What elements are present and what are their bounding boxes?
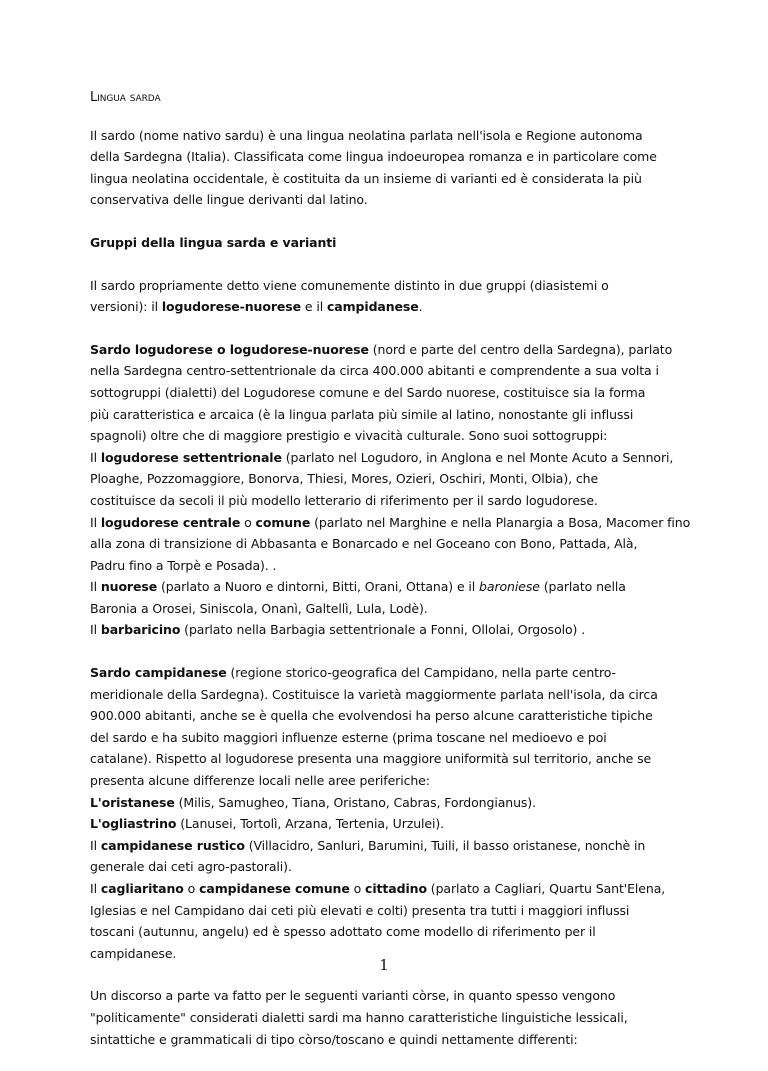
- term-baroniese: baroniese: [479, 579, 540, 595]
- campidanese-line: del sardo e ha subito maggiori influenze esterne (prima toscane nel medioevo e poi: [90, 729, 607, 745]
- document-title: Lingua sarda: [90, 90, 161, 105]
- groups-line: Il sardo propriamente detto viene comunemente distinto in due gruppi (diasistemi o: [90, 277, 609, 293]
- logudorese-line: Ploaghe, Pozzomaggiore, Bonorva, Thiesi, Mores, Ozieri, Oschiri, Monti, Olbia), che: [90, 471, 599, 487]
- logudorese-line: Sardo logudorese o logudorese-nuorese (nord e parte del centro della Sardegna), parlato: [90, 341, 673, 357]
- campidanese-line: toscani (autunnu, angelu) ed è spesso adottato come modello di riferimento per il: [90, 924, 596, 940]
- page-number: 1: [379, 956, 389, 974]
- intro-line: lingua neolatina occidentale, è costituita da un insieme di varianti ed è considerata la più: [90, 170, 642, 186]
- term-logudorese-settentrionale: logudorese settentrionale: [100, 449, 282, 465]
- campidanese-line: L'ogliastrino (Lanusei, Tortolì, Arzana, Tertenia, Urzulei).: [90, 816, 445, 832]
- logudorese-line: alla zona di transizione di Abbasanta e Bonarcado e nel Goceano con Bono, Pattada, Alà,: [90, 536, 638, 552]
- logudorese-line: costituisce da secoli il più modello letterario di riferimento per il sardo logudorese.: [90, 492, 598, 508]
- final-line: "politicamente" considerati dialetti sardi ma hanno caratteristiche linguistiche lessicali,: [90, 1009, 628, 1025]
- groups-paragraph: [90, 275, 690, 318]
- term-sardo-campidanese: Sardo campidanese: [90, 665, 227, 681]
- intro-line: Il sardo (nome nativo sardu) è una lingua neolatina parlata nell'isola e Regione autonoma: [90, 127, 643, 143]
- term-cagliaritano: cagliaritano: [100, 881, 184, 896]
- final-line: sintattiche e grammaticali di tipo còrso/toscano e quindi nettamente differenti:: [90, 1031, 578, 1047]
- section-heading: [90, 232, 690, 254]
- campidanese-line: Il cagliaritano o campidanese comune o cittadino (parlato a Cagliari, Quartu Sant'Elena,: [90, 881, 666, 896]
- logudorese-line: Il logudorese centrale o comune (parlato nel Marghine e nella Planargia a Bosa, Macomer fino: [90, 514, 691, 530]
- campidanese-line: 900.000 abitanti, anche se è quella che evolvendosi ha perso alcune caratteristiche tipiche: [90, 708, 653, 724]
- campidanese-line: L'oristanese (Milis, Samugheo, Tiana, Oristano, Cabras, Fordongianus).: [90, 794, 536, 810]
- term-logudorese-centrale: logudorese centrale: [100, 514, 241, 530]
- logudorese-line: sottogruppi (dialetti) del Logudorese comune e del Sardo nuorese, costituisce sia la forma: [90, 384, 646, 400]
- section-heading-text: Gruppi della lingua sarda e varianti: [90, 234, 337, 250]
- logudorese-line: Baronia a Orosei, Siniscola, Onanì, Galtellì, Lula, Lodè).: [90, 600, 428, 616]
- campidanese-line: Sardo campidanese (regione storico-geografica del Campidano, nella parte centro-: [90, 665, 616, 681]
- campidanese-paragraph: [90, 662, 690, 964]
- intro-line: conservativa delle lingue derivanti dal latino.: [90, 192, 368, 208]
- logudorese-line: Padru fino a Torpè e Posada). .: [90, 557, 277, 573]
- term-ogliastrino: L'ogliastrino: [90, 816, 177, 832]
- term-nuorese: nuorese: [100, 579, 158, 595]
- campidanese-line: Il campidanese rustico (Villacidro, Sanluri, Barumini, Tuili, il basso oristanese, nonchè in: [90, 837, 646, 853]
- intro-paragraph: [90, 125, 690, 211]
- term-campidanese: campidanese: [326, 299, 419, 315]
- logudorese-line: Il barbaricino (parlato nella Barbagia settentrionale a Fonni, Ollolai, Orgosolo) .: [90, 622, 586, 638]
- campidanese-line: generale dai ceti agro-pastorali).: [90, 859, 292, 875]
- intro-line: della Sardegna (Italia). Classificata come lingua indoeuropea romanza e in particolare come: [90, 149, 657, 165]
- term-sardo-logudorese: Sardo logudorese o logudorese-nuorese: [90, 341, 369, 357]
- logudorese-paragraph: [90, 339, 690, 641]
- campidanese-line: meridionale della Sardegna). Costituisce la varietà maggiormente parlata nell'isola, da circa: [90, 686, 658, 702]
- campidanese-line: presenta alcune differenze locali nelle aree periferiche:: [90, 773, 430, 789]
- logudorese-line: più caratteristica e arcaica (è la lingua parlata più simile al latino, nonostante gli influssi: [90, 406, 634, 422]
- term-oristanese: L'oristanese: [90, 794, 175, 810]
- final-paragraph: [90, 985, 690, 1050]
- final-line: Un discorso a parte va fatto per le seguenti varianti còrse, in quanto spesso vengono: [90, 988, 616, 1004]
- campidanese-line: catalane). Rispetto al logudorese presenta una maggiore uniformità sul territorio, anche se: [90, 751, 652, 767]
- logudorese-line: spagnoli) oltre che di maggiore prestigio e vivacità culturale. Sono suoi sottogruppi:: [90, 428, 608, 444]
- logudorese-line: Il logudorese settentrionale (parlato nel Logudoro, in Anglona e nel Monte Acuto a Sennori,: [90, 449, 674, 465]
- groups-line: versioni): il logudorese-nuorese e il campidanese.: [90, 299, 423, 315]
- document-body: [90, 87, 690, 1071]
- campidanese-line: Iglesias e nel Campidano dai ceti più elevati e colti) presenta tra tutti i maggiori influssi: [90, 902, 630, 918]
- logudorese-line: Il nuorese (parlato a Nuoro e dintorni, Bitti, Orani, Ottana) e il baroniese (parlato nella: [90, 579, 626, 595]
- term-campidanese-rustico: campidanese rustico: [100, 837, 245, 853]
- campidanese-line: campidanese.: [90, 945, 177, 961]
- term-campidanese-comune: campidanese comune: [199, 881, 350, 896]
- logudorese-line: nella Sardegna centro-settentrionale da circa 400.000 abitanti e comprendente a sua volta i: [90, 363, 659, 379]
- term-comune: comune: [255, 514, 311, 530]
- term-barbaricino: barbaricino: [100, 622, 181, 638]
- term-logudorese-nuorese: logudorese-nuorese: [161, 299, 301, 315]
- term-cittadino: cittadino: [365, 881, 427, 896]
